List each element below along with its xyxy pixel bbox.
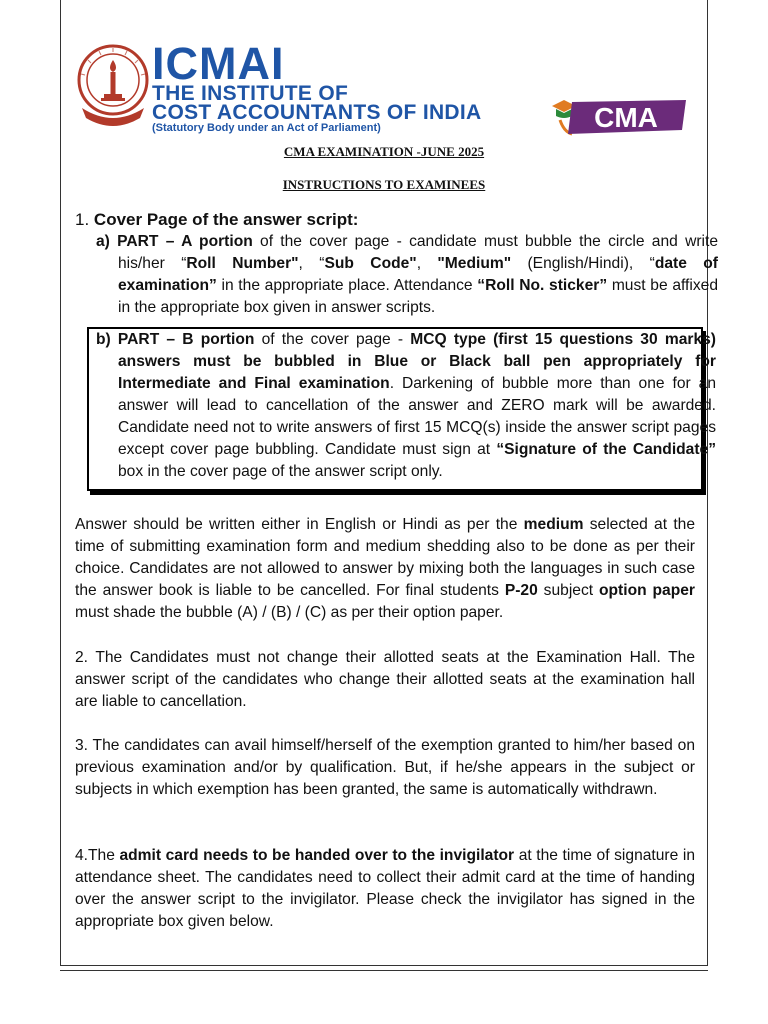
part-a-text: , “: [298, 255, 325, 272]
section1-heading: [75, 208, 358, 232]
part-b-label: b): [96, 331, 111, 348]
part-a-paragraph: [96, 231, 718, 319]
instruction-4-paragraph: [75, 845, 695, 933]
part-a-bold: "Medium": [437, 255, 512, 272]
part-a-label: a): [96, 233, 110, 250]
part-a-bold: Roll Number": [186, 255, 299, 272]
part-a-bold: Sub Code": [324, 255, 417, 272]
brand-subtitle: (Statutory Body under an Act of Parliament): [152, 122, 381, 134]
section1-number: 1.: [75, 210, 90, 229]
medium-text: subject: [537, 582, 599, 599]
medium-bold: P-20: [504, 582, 538, 599]
brand-name-line1: THE INSTITUTE OF: [152, 82, 349, 105]
instruction-4-text: 4.The: [75, 847, 120, 864]
icmai-seal-logo: [76, 42, 150, 134]
instructions-title: INSTRUCTIONS TO EXAMINEES: [282, 177, 486, 192]
medium-text: must shade the bubble (A) / (B) / (C) as per their option paper.: [75, 604, 504, 621]
part-a-text: ,: [416, 255, 438, 272]
cma-logo: [550, 96, 688, 136]
instruction-2-paragraph: 2. The Candidates must not change their allotted seats at the Examination Hall. The answer script of the candidates who change their allotted seats at the examination hall are liable to cancellation.: [75, 649, 695, 710]
part-b-paragraph: [96, 329, 716, 483]
brand-name-line2: COST ACCOUNTANTS OF INDIA: [152, 101, 482, 124]
part-b-text: of the cover page -: [254, 331, 411, 348]
instruction-3-paragraph: 3. The candidates can avail himself/herself of the exemption granted to him/her based on previous examination and/or by qualification. But, if he/she appears in the subject or subjects in which exemption has been granted, the same is automatically withdrawn.: [75, 737, 695, 798]
section1-heading-text: Cover Page of the answer script:: [93, 210, 359, 229]
brand-block: [152, 38, 482, 135]
brand-acronym: ICMAI: [152, 38, 285, 89]
medium-paragraph: [75, 514, 695, 624]
part-a-lead: PART – A portion: [117, 233, 253, 250]
medium-bold: medium: [523, 516, 584, 533]
part-a-bold: “Roll No. sticker”: [477, 277, 608, 294]
part-a-text: (English/Hindi), “: [511, 255, 655, 272]
instruction-4-text: at the time of signature in attendance sheet. The candidates need to collect their admit card at the time of handing over the answer script to the invigilator. Please check the invigilator has signed in the appropriate box given below.: [75, 847, 695, 930]
part-b-bold: “Signature of the Candidate”: [496, 441, 717, 458]
medium-text: Answer should be written either in English or Hindi as per the: [75, 516, 524, 533]
cma-logo-text: CMA: [594, 102, 658, 133]
part-b-text: . Darkening of bubble more than one for an answer will lead to cancellation of the answer and ZERO mark will be awarded. Candidate need not to write answers of first 15 MCQ(s) inside the answer script pages except cover page bubbling. Candidate must sign at: [118, 375, 716, 458]
instruction-4-bold: admit card needs to be handed over to the invigilator: [119, 847, 515, 864]
part-a-bold: date of examination”: [118, 255, 718, 294]
medium-text: selected at the time of submitting examination form and medium shedding also to be done as per their choice. Candidates are not allowed to answer by mixing both the languages in such case the answer book is liable to be cancelled. For final students: [75, 516, 695, 599]
part-b-bold: MCQ type (first 15 questions 30 marks) answers must be bubbled in Blue or Black ball pen appropriately for Intermediate and Final examination: [118, 331, 716, 392]
part-b-lead: PART – B portion: [117, 331, 255, 348]
part-a-text: must be affixed in the appropriate box given in answer scripts.: [118, 277, 718, 316]
part-b-text: box in the cover page of the answer script only.: [118, 463, 443, 480]
part-a-text: of the cover page - candidate must bubble the circle and write his/her “: [118, 233, 718, 272]
medium-bold: option paper: [599, 582, 695, 599]
bottom-rule: [60, 970, 708, 971]
part-a-text: in the appropriate place. Attendance: [216, 277, 478, 294]
exam-title: CMA EXAMINATION -JUNE 2025: [283, 144, 485, 159]
